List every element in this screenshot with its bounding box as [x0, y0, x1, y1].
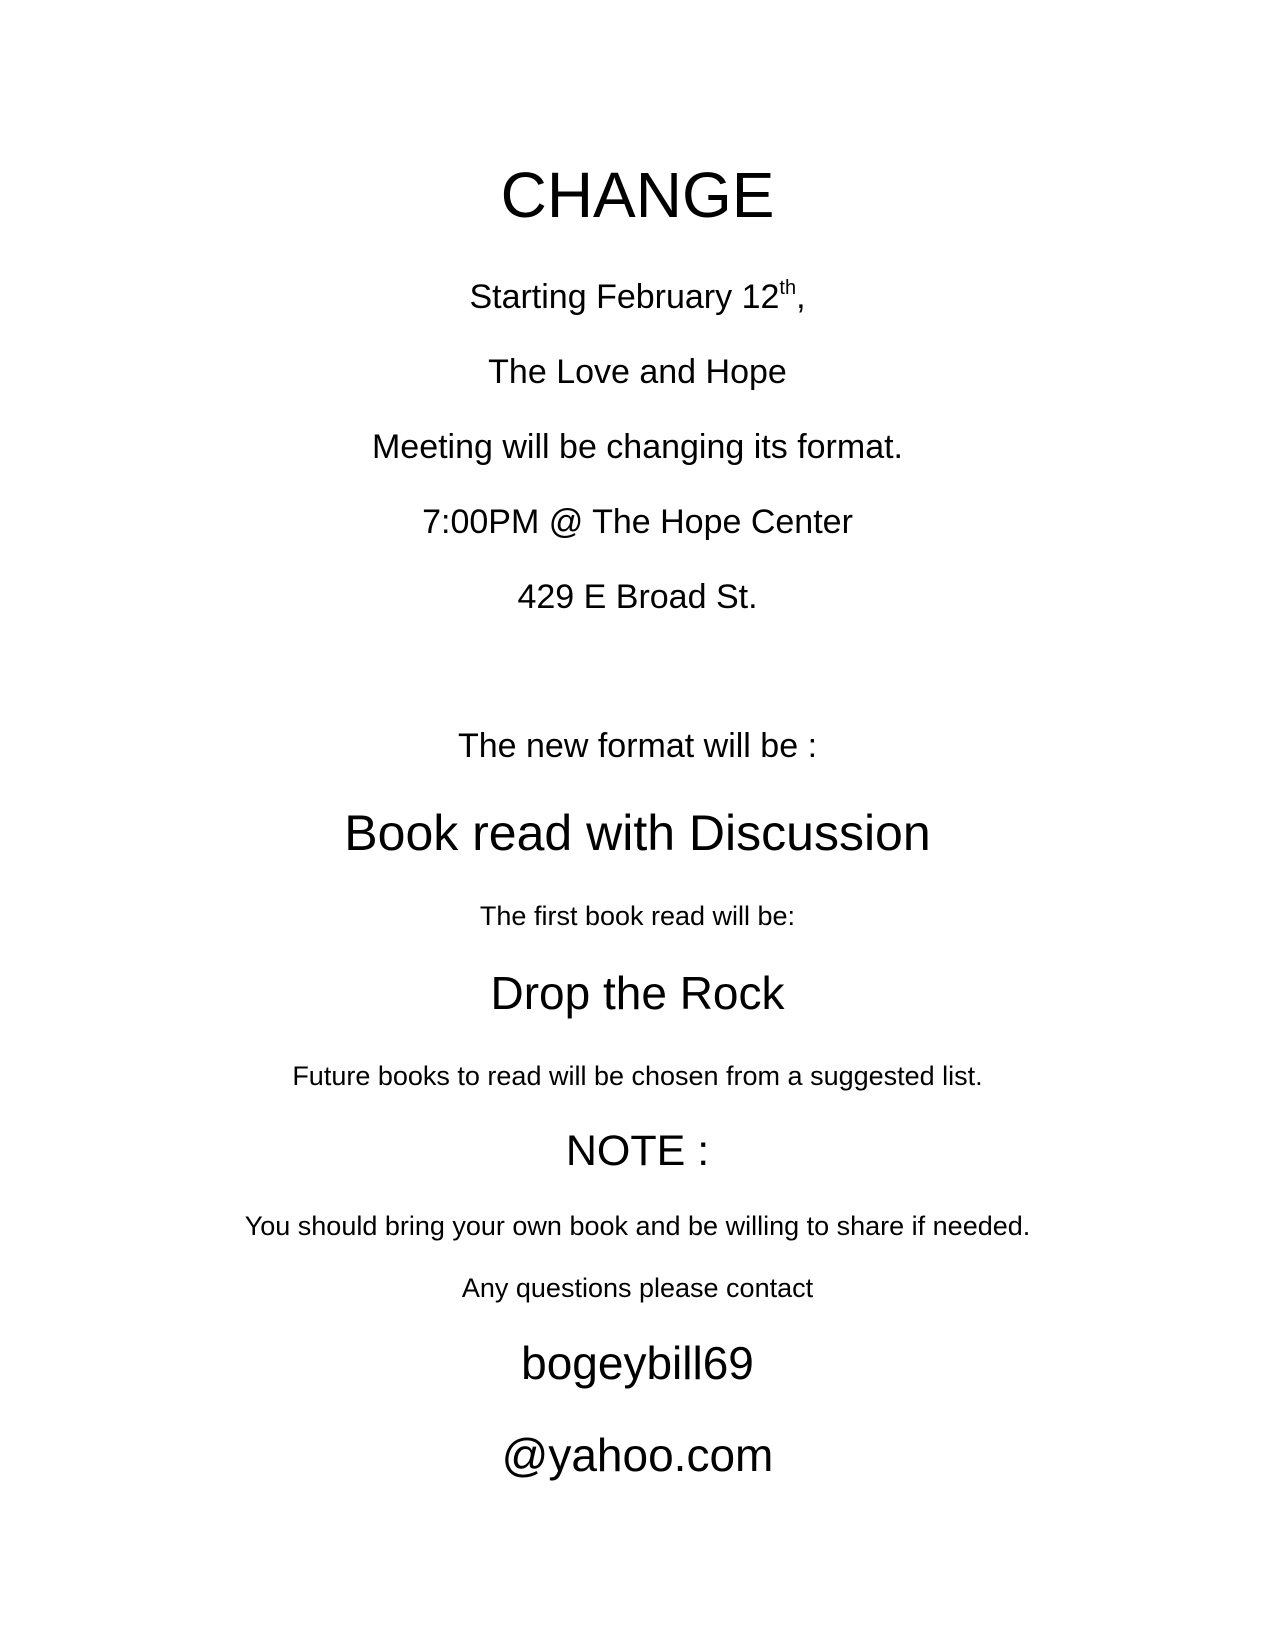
start-date-suffix: , — [796, 278, 806, 316]
new-format-label: The new format will be : — [457, 727, 818, 765]
time-location: 7:00PM @ The Hope Center — [422, 503, 853, 541]
contact-email-domain: @yahoo.com — [501, 1429, 774, 1481]
first-book-title: Drop the Rock — [490, 967, 785, 1019]
start-date-ordinal: th — [779, 277, 797, 299]
start-date-line — [0, 277, 1275, 316]
contact-label: Any questions please contact — [461, 1273, 814, 1303]
note-label: NOTE : — [565, 1127, 710, 1175]
future-books-text: Future books to read will be chosen from a suggested list. — [292, 1061, 983, 1091]
change-note: Meeting will be changing its format. — [371, 428, 904, 466]
contact-email-user: bogeybill69 — [521, 1337, 754, 1389]
new-format: Book read with Discussion — [344, 805, 931, 861]
meeting-name: The Love and Hope — [488, 353, 787, 391]
note-text: You should bring your own book and be willing to share if needed. — [244, 1211, 1031, 1241]
flyer-title: CHANGE — [500, 159, 775, 231]
address: 429 E Broad St. — [517, 578, 758, 616]
first-book-label: The first book read will be: — [479, 901, 796, 931]
start-date-text: Starting February 12 — [469, 278, 780, 316]
